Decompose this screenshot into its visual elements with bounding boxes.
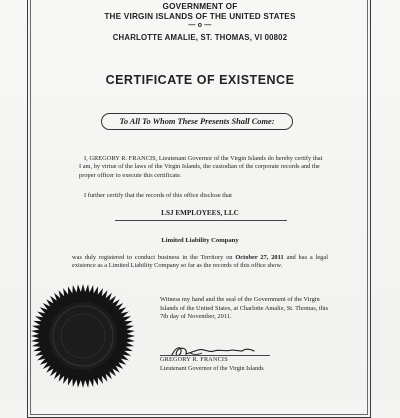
header-jurisdiction: THE VIRGIN ISLANDS OF THE UNITED STATES: [104, 12, 296, 21]
company-underline: [115, 220, 287, 221]
header-address: CHARLOTTE AMALIE, ST. THOMAS, VI 00802: [112, 33, 288, 42]
company-type: Limited Liability Company: [161, 237, 239, 244]
header-divider: — o —: [188, 22, 212, 29]
official-seal-icon: [28, 281, 138, 391]
header-government: GOVERNMENT OF: [162, 2, 238, 11]
signatory-title: Lieutenant Governor of the Virgin Islands: [160, 365, 264, 372]
records-paragraph: I further certify that the records of this office disclose that: [84, 192, 232, 199]
signatory-name: GREGORY R. FRANCIS: [160, 356, 228, 363]
registration-date: October 27, 2011: [235, 254, 284, 261]
salutation-banner: To All To Whom These Presents Shall Come:: [101, 113, 293, 130]
certification-paragraph: I, GREGORY R. FRANCIS, Lieutenant Governor of the Virgin Islands do hereby certify that I am, by virtue of the laws of the Virgin Islands, the custodian of the corporate records and the proper officer to execute this certificate.: [79, 155, 323, 179]
registration-text-end: and has a legal existence as a Limited Liability Company so far as the records of this office show.: [72, 254, 328, 270]
registration-paragraph: [72, 254, 328, 271]
witness-statement: Witness my hand and the seal of the Government of the Virgin Islands of the United States, at Charlotte Amalie, St. Thomas, this 7th day of November, 2011.: [160, 296, 329, 321]
registration-text-start: was duly registered to conduct business in the Territory on: [72, 254, 236, 261]
company-name: LSJ EMPLOYEES, LLC: [161, 209, 239, 217]
certificate-title: CERTIFICATE OF EXISTENCE: [105, 73, 295, 87]
